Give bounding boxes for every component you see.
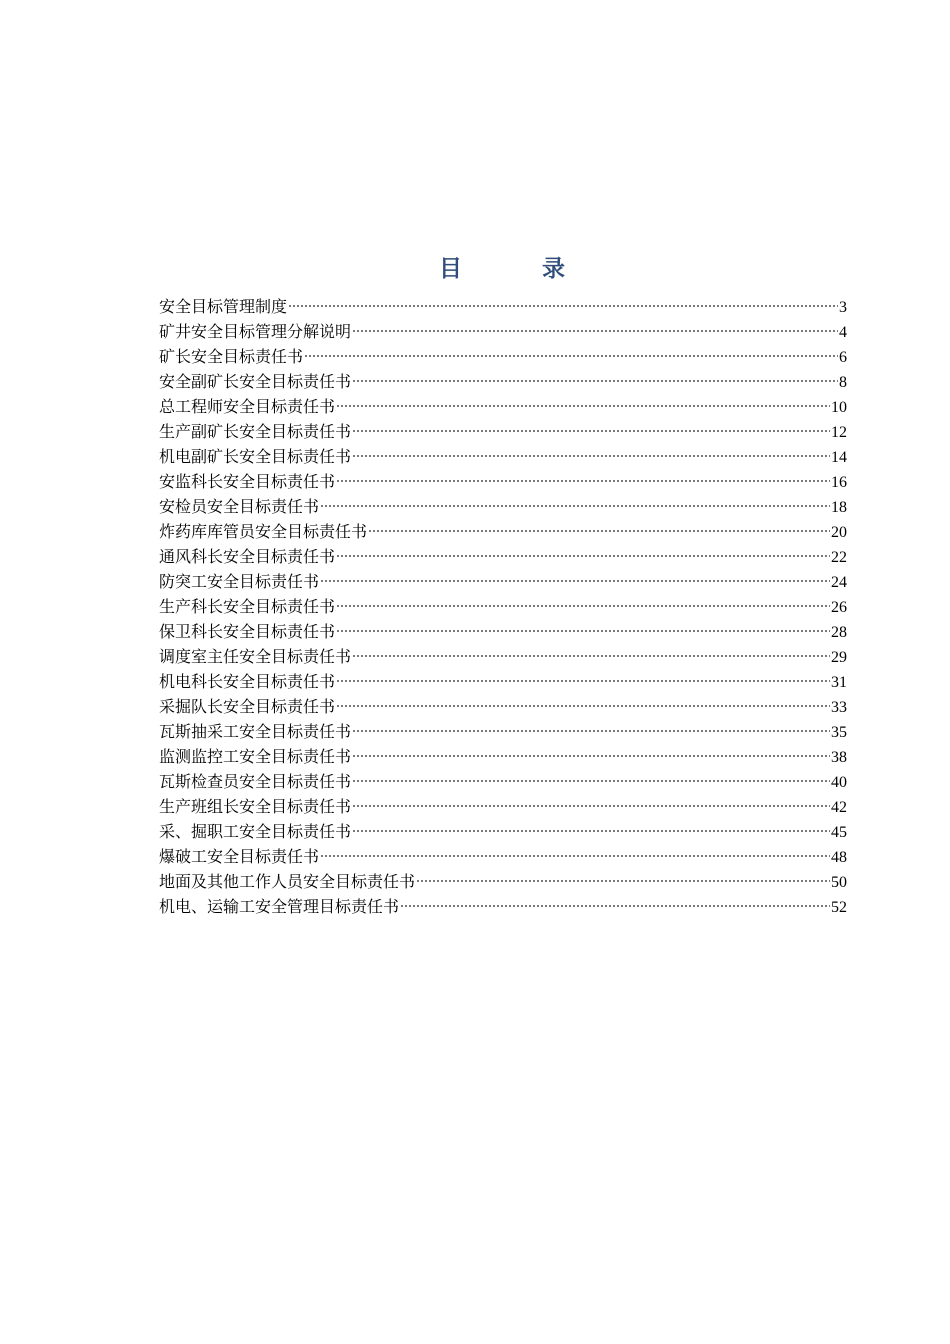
toc-entry[interactable] [159,519,847,544]
toc-entry[interactable] [159,844,847,869]
toc-entry-page-number[interactable]: 12 [831,424,847,441]
toc-leader-dots [352,803,830,809]
toc-leader-dots [352,378,838,384]
toc-entry-text[interactable]: 安监科长安全目标责任书 [159,472,336,491]
toc-entry[interactable] [159,469,847,494]
toc-leader-dots [352,728,830,734]
toc-leader-dots [336,703,830,709]
toc-leader-dots [352,828,830,834]
toc-leader-dots [320,853,830,859]
toc-entry-text[interactable]: 调度室主任安全目标责任书 [159,647,352,666]
toc-entry[interactable] [159,369,847,394]
toc-leader-dots [368,528,830,534]
toc-list [159,294,847,919]
toc-entry-page-number[interactable]: 38 [831,749,847,766]
toc-entry-text[interactable]: 监测监控工安全目标责任书 [159,747,352,766]
toc-entry-text[interactable]: 瓦斯抽采工安全目标责任书 [159,722,352,741]
toc-entry[interactable] [159,794,847,819]
toc-entry[interactable] [159,419,847,444]
toc-title [0,250,950,283]
toc-leader-dots [304,353,838,359]
toc-entry-text[interactable]: 安全副矿长安全目标责任书 [159,372,352,391]
toc-leader-dots [336,603,830,609]
toc-entry[interactable] [159,594,847,619]
toc-leader-dots [336,628,830,634]
toc-entry[interactable] [159,694,847,719]
toc-entry-text[interactable]: 采、掘职工安全目标责任书 [159,822,352,841]
toc-entry-text[interactable]: 总工程师安全目标责任书 [159,397,336,416]
toc-entry[interactable] [159,544,847,569]
toc-entry[interactable] [159,744,847,769]
toc-leader-dots [288,303,838,309]
toc-entry-page-number[interactable]: 26 [831,599,847,616]
toc-entry-page-number[interactable]: 48 [831,849,847,866]
toc-entry[interactable] [159,894,847,919]
toc-entry[interactable] [159,669,847,694]
toc-entry-page-number[interactable]: 22 [831,549,847,566]
toc-entry-text[interactable]: 通风科长安全目标责任书 [159,547,336,566]
toc-entry-page-number[interactable]: 50 [831,874,847,891]
toc-entry-page-number[interactable]: 45 [831,824,847,841]
toc-entry-text[interactable]: 安全目标管理制度 [159,297,288,316]
toc-leader-dots [352,778,830,784]
toc-entry-page-number[interactable]: 24 [831,574,847,591]
toc-entry-page-number[interactable]: 14 [831,449,847,466]
toc-entry[interactable] [159,344,847,369]
toc-leader-dots [336,403,830,409]
toc-leader-dots [352,453,830,459]
toc-entry-text[interactable]: 地面及其他工作人员安全目标责任书 [159,872,416,891]
toc-entry-text[interactable]: 保卫科长安全目标责任书 [159,622,336,641]
toc-entry-text[interactable]: 生产班组长安全目标责任书 [159,797,352,816]
toc-entry[interactable] [159,569,847,594]
toc-entry-page-number[interactable]: 40 [831,774,847,791]
toc-leader-dots [416,878,830,884]
toc-entry[interactable] [159,644,847,669]
toc-entry[interactable] [159,819,847,844]
toc-leader-dots [352,653,830,659]
toc-entry[interactable] [159,719,847,744]
toc-entry[interactable] [159,869,847,894]
toc-entry-text[interactable]: 采掘队长安全目标责任书 [159,697,336,716]
toc-entry-page-number[interactable]: 28 [831,624,847,641]
toc-entry-page-number[interactable]: 18 [831,499,847,516]
toc-entry-page-number[interactable]: 33 [831,699,847,716]
toc-entry-text[interactable]: 机电科长安全目标责任书 [159,672,336,691]
toc-leader-dots [352,328,838,334]
toc-entry-page-number[interactable]: 42 [831,799,847,816]
toc-leader-dots [320,578,830,584]
toc-entry-page-number[interactable]: 10 [831,399,847,416]
toc-entry-text[interactable]: 机电、运输工安全管理目标责任书 [159,897,400,916]
toc-entry-text[interactable]: 炸药库库管员安全目标责任书 [159,522,368,541]
toc-entry-page-number[interactable]: 16 [831,474,847,491]
toc-entry[interactable] [159,294,847,319]
toc-leader-dots [336,678,830,684]
toc-leader-dots [352,753,830,759]
toc-leader-dots [352,428,830,434]
toc-title-part2: 录 [542,255,565,282]
toc-leader-dots [320,503,830,509]
toc-entry-text[interactable]: 瓦斯检查员安全目标责任书 [159,772,352,791]
toc-title-part1: 目 [439,255,462,282]
toc-entry-text[interactable]: 机电副矿长安全目标责任书 [159,447,352,466]
toc-leader-dots [336,478,830,484]
toc-entry-text[interactable]: 生产科长安全目标责任书 [159,597,336,616]
toc-entry-text[interactable]: 生产副矿长安全目标责任书 [159,422,352,441]
toc-entry-text[interactable]: 防突工安全目标责任书 [159,572,320,591]
toc-entry-page-number[interactable]: 52 [831,899,847,916]
toc-entry-text[interactable]: 矿井安全目标管理分解说明 [159,322,352,341]
toc-entry-page-number[interactable]: 35 [831,724,847,741]
toc-entry-page-number[interactable]: 31 [831,674,847,691]
toc-entry-text[interactable]: 爆破工安全目标责任书 [159,847,320,866]
toc-entry-page-number[interactable]: 29 [831,649,847,666]
toc-entry[interactable] [159,769,847,794]
toc-entry-page-number[interactable]: 20 [831,524,847,541]
toc-entry[interactable] [159,494,847,519]
toc-entry-page-number[interactable]: 8 [839,374,847,391]
toc-entry[interactable] [159,444,847,469]
toc-entry[interactable] [159,319,847,344]
toc-entry[interactable] [159,619,847,644]
toc-leader-dots [400,903,830,909]
toc-entry-page-number[interactable]: 4 [839,324,847,341]
toc-leader-dots [336,553,830,559]
toc-entry-page-number[interactable]: 6 [839,349,847,366]
toc-entry-text[interactable]: 矿长安全目标责任书 [159,347,304,366]
toc-entry-text[interactable]: 安检员安全目标责任书 [159,497,320,516]
toc-entry-page-number[interactable]: 3 [839,299,847,316]
toc-entry[interactable] [159,394,847,419]
